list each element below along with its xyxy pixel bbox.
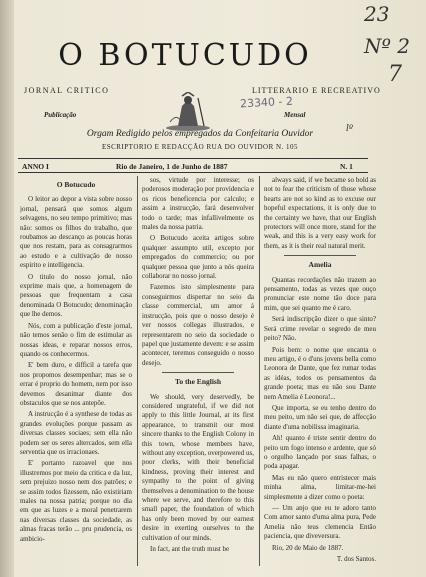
- poem-paragraph: Será indiscripção dizer o que sinto? Será crime revelar o segredo de meu peito? Não.: [264, 315, 376, 343]
- poem-paragraph: Ah! quanto é triste sentir dentro do peito um fogo intenso e ardente, que só o orgulho lançado por suas falhas, o poda apagar.: [264, 434, 376, 471]
- poem-paragraph: Pois bem: o nome que encanta o meu artigo, é o d'uns jovens bella como Leonora de Dante, que fez rumar todas as idéas, todos os pensamentos da grande poeta; mas eu não sou Dante nem Amelia é Leonora!...: [264, 345, 376, 401]
- article-paragraph: E' bem duro, e difficil a tarefa que nos propomos desempenhar; mas se o errar é proprio do homem, nem por isso devemos desanimar diante dos obstaculos que se nos antepõe.: [20, 361, 132, 407]
- frequency-label: Mensal: [284, 111, 306, 119]
- article-paragraph: O titulo do nosso jornal, não exprime mais que, a homenagem de pessoas que frequentam a casa denominada O Botucudo; denominação que lhe demos.: [20, 272, 132, 319]
- indian-figure-emblem: [160, 92, 216, 132]
- column-three: [264, 176, 376, 574]
- poem-paragraph: Quantas recordações não trazem ao pensamento, todas as vezes que ouço pronunciar este nome tão doce para mim, que sei quanto me é caro.: [264, 275, 376, 312]
- article-paragraph: O leitor ao depor a vista sobre nosso jornal, pensará que somos algum selvagens, no seu tempo primitivo; mas não: somos os filhos do trabalho, que roubamos ao descanço as poucas horas que nos restam, para as consagrarmos ao estudo e a cultivação de nosso espirito e intelligencia.: [20, 195, 132, 270]
- page-binding-shadow: [0, 0, 14, 577]
- issue-date: Rio de Janeiro, 1 de Junho de 1887: [116, 162, 228, 171]
- poem-paragraph: Mas eu não quero entristecer mais minha alma, limitar-me-hei simplesmente a dizer como o poeta:: [264, 473, 376, 501]
- issue-number: N. 1: [340, 162, 353, 171]
- poem-verse: — Um anjo que eu te adoro tanto Com amor santo d'uma alma pura, Pede Amelia não teus clemencia Então paciencia, que diveversura.: [264, 504, 376, 541]
- english-paragraph: In fact, ant the truth must be: [150, 545, 230, 554]
- handwritten-number: 23: [364, 2, 390, 26]
- handwritten-small-note: lº: [346, 124, 354, 134]
- date-rule: [18, 172, 368, 173]
- article-paragraph: Fazemos isto simplesmente para conseguirmos dispertar no seio da classe commercial, um amor á instrucção, pois que o nosso desejo é ver nossos collegas illustrados, e representarem no seio da sociedade o papel que justamente devem: e se assim acontecer, teremos conseguido o nosso desejo.: [142, 283, 254, 367]
- column-one: [20, 176, 132, 574]
- office-line: ESCRIPTORIO E REDACÇÃO RUA DO OUVIDOR N. 105: [101, 143, 299, 151]
- section-rule: [284, 255, 356, 256]
- poem-heading: Amelia: [308, 260, 332, 270]
- poem-dateline: Rio, 20 de Maio de 1887.: [272, 543, 344, 552]
- organ-line: Orgam Redigido pelos empregados da Confeitaria Ouvidor: [86, 129, 314, 139]
- column-divider: [259, 176, 260, 566]
- english-continuation: always said, if we became so bold as not to fear the criticism of those whose hearts are not so kind as to excuse our hopeful expectations, it is only due to the certainty we have, that our English protectors will once more, stand for the weak, and this is a very easy work for them, as it is their real natural merit.: [264, 176, 376, 250]
- column-two: [142, 176, 254, 574]
- handwritten-issue-note: Nº 2: [364, 34, 410, 58]
- article-paragraph: sos, virtude por interesse; os poderosos moderação por providencia e os ricos beneficencia por calculo; e assim a instrucção, fará desenvolver todo o tarde; mas infallivelmente os males da nossa patria.: [142, 176, 254, 232]
- column-divider: [137, 176, 138, 566]
- section-rule: [162, 372, 234, 373]
- english-paragraph: We should, very deservedly, be considered ungrateful, if we did not apply to this little Journal, at its first appearance, to transmit our most sincere thanks to the English Colony in this town, whose members have, without any exception, overpowered us, poor clerks, with their beneficial kindness, proving their interest and sympathy to the point of giving themselves a denomination to the house where we serve, and therefore to this small paper, the foundation of which has only been moved by our earnest desire in exerting ourselves to the cultivation of our minds.: [142, 392, 254, 542]
- handwritten-seven: 7: [388, 62, 402, 87]
- publication-label: Publicação: [44, 111, 77, 119]
- issue-year: ANNO I: [22, 162, 49, 171]
- masthead-subtitle-right: LITTERARIO E RECREATIVO: [252, 86, 381, 95]
- masthead-subtitle-left: JORNAL CRITICO: [24, 86, 110, 95]
- poem-paragraph: Que importa, se eu tenho dentro do meu peito, um não sei que, de affecção diante d'uma nobilissa imaginaria.: [264, 403, 376, 431]
- article-paragraph: O Botucudo aceita artigos sobre qualquer assumpto util, excepto por empregados do commercio; ou por qualquer pessoa que junto a nós queira collaborar no nosso jornal.: [142, 234, 254, 281]
- masthead-title: O BOTUCUDO: [58, 38, 312, 73]
- poem-signature: T. dos Santos.: [336, 555, 376, 564]
- catalog-stamp: 23340 - 2: [239, 94, 294, 111]
- article-heading: O Botucudo: [56, 180, 96, 189]
- english-heading: To the English: [175, 377, 221, 387]
- top-rule: [18, 158, 368, 159]
- article-paragraph: E' portanto razoavel que nos illustremos por meio da critica e da luz, sem prejuizo nosso nem dos patrões; e se assim todos fizessem, não existiriam males na nossa patria; porque no dia em que as luzes e a moral penetrarem nas diversas classes da sociedade, as almas fracas terão ... pru prudencia, os ambicio-: [20, 459, 132, 543]
- article-paragraph: A instrucção é a synthese de todas as grandes evoluções porque passam as diversas classes sociaes; sem ella não podem ser os seres altercados, sem ella serventia que os irracionaes.: [20, 410, 132, 456]
- article-paragraph: Nós, com a publicação d'este jornal, não temos senão o fim de estimular as nossas ideas, e reparar nossos erros, quando os conhecermos.: [20, 321, 132, 358]
